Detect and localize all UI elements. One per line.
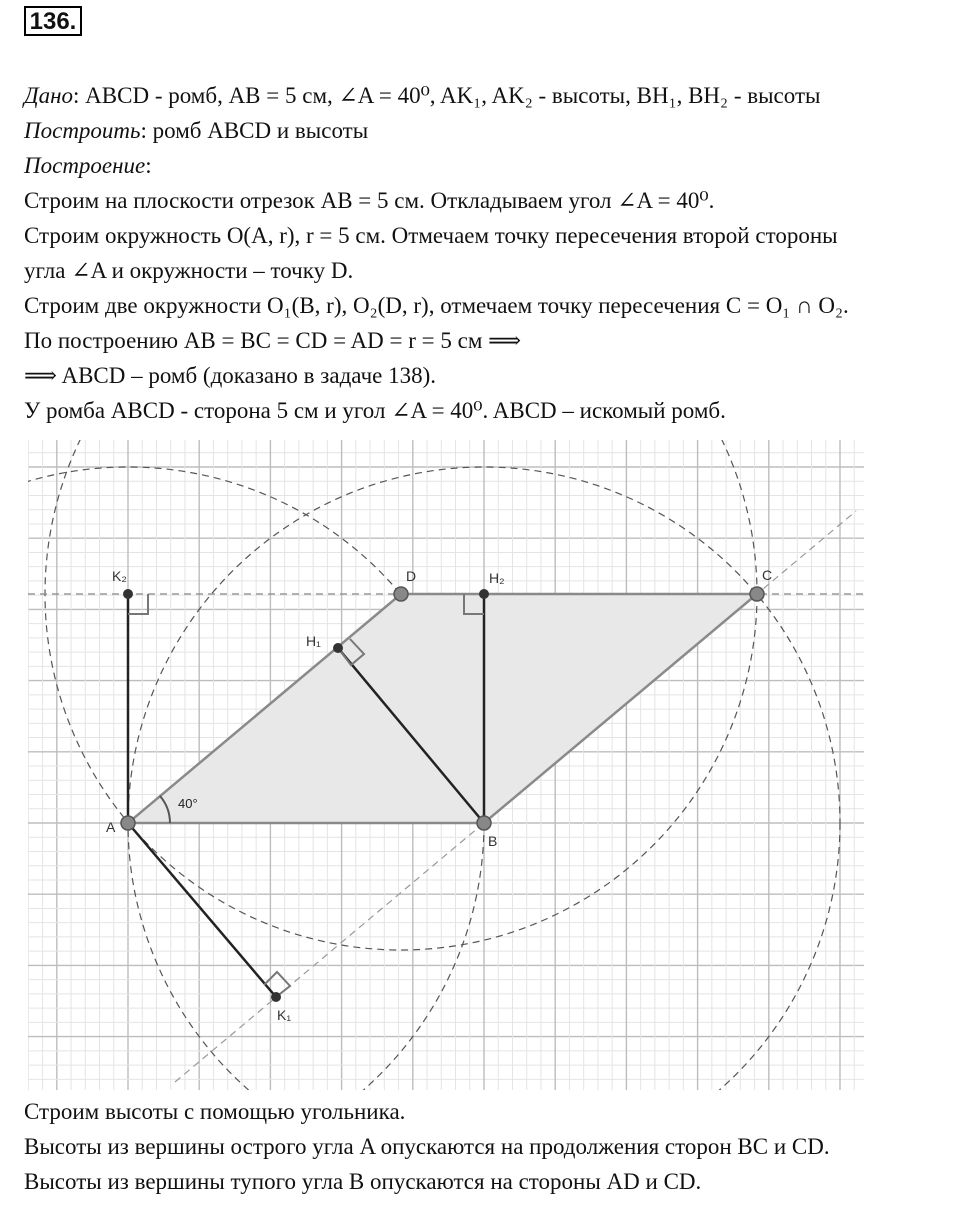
problem-number: 136. [24,6,82,36]
given-line [24,78,954,113]
conclusion-2: Высоты из вершины острого угла A опускаются на продолжения сторон BC и CD. [24,1134,830,1159]
construction-figure [0,435,960,1095]
construction-label: Построение [24,153,146,178]
step-5: По построению AB = BC = CD = AD = r = 5 см ⟹ [24,328,522,353]
label-k1: K₁ [277,1007,292,1023]
construct-line [24,113,954,148]
conclusion-text [24,1094,954,1199]
construct-text: : ромб ABCD и высоты [140,118,369,143]
construct-label: Построить [24,118,141,143]
construction-text: : [145,153,152,178]
angle-label: 40° [178,796,198,811]
point-k1 [271,992,281,1002]
given-label: Дано [24,83,74,108]
step-4: Строим две окружности O₁(B, r), O₂(D, r), отмечаем точку пересечения C = O₁ ∩ O₂. [24,293,849,318]
label-d: D [406,568,417,584]
step-6: ⟹ ABCD – ромб (доказано в задаче 138). [24,363,437,388]
construction-line [24,148,954,183]
altitude-ak1 [128,823,276,997]
label-h1: H₁ [306,633,321,649]
point-a [121,816,135,830]
point-d [394,587,408,601]
step-3: угла ∠A и окружности – точку D. [24,258,354,283]
point-h2 [479,589,489,599]
conclusion-3: Высоты из вершины тупого угла B опускаются на стороны AD и CD. [24,1169,702,1194]
point-k2 [123,589,133,599]
step-1: Строим на плоскости отрезок AB = 5 см. Откладываем угол ∠A = 40⁰. [24,188,715,213]
conclusion-1: Строим высоты с помощью угольника. [24,1099,406,1124]
given-text: : ABCD - ромб, AB = 5 см, ∠A = 40⁰, AK₁, AK₂ - высоты, BH₁, BH₂ - высоты [73,83,821,108]
point-c [750,587,764,601]
step-2: Строим окружность O(A, r), r = 5 см. Отмечаем точку пересечения второй стороны [24,223,838,248]
geometry-diagram [0,435,960,1095]
label-h2: H₂ [489,570,505,586]
label-b: B [488,833,498,849]
problem-text [24,78,954,428]
label-a: A [106,819,116,835]
rhombus-abcd [128,594,757,823]
label-c: C [762,567,773,583]
point-h1 [333,643,343,653]
point-b [477,816,491,830]
label-k2: K₂ [112,568,127,584]
step-7: У ромба ABCD - сторона 5 см и угол ∠A = 40⁰. ABCD – искомый ромб. [24,398,726,423]
